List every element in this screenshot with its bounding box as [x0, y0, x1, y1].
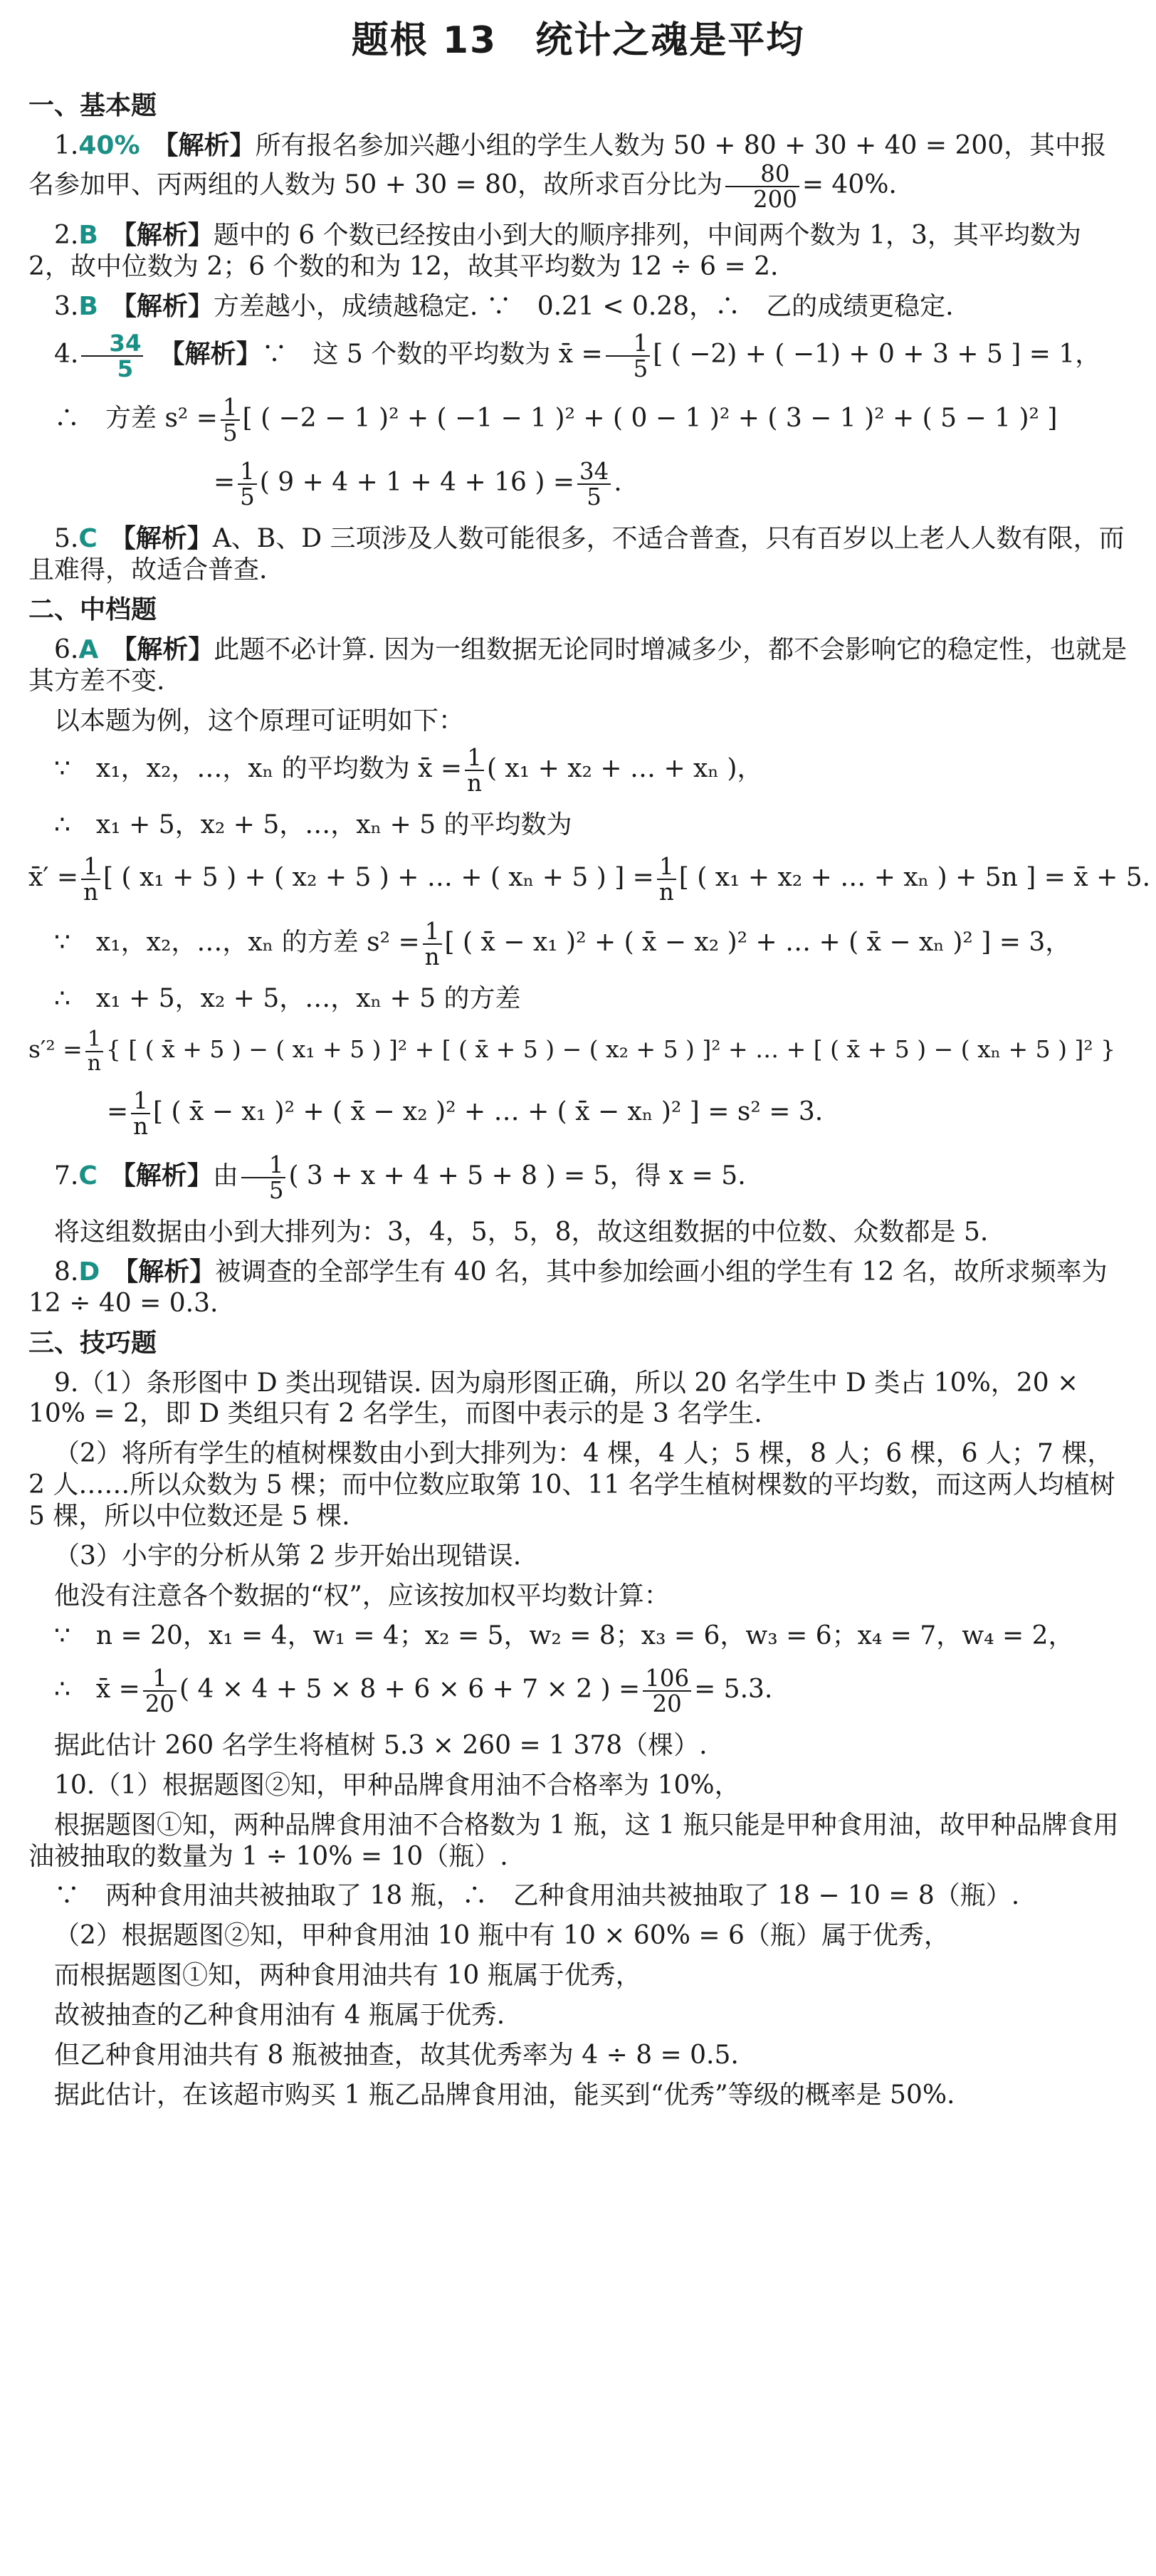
q10-line5: 而根据题图①知，两种食用油共有 10 瓶属于优秀，: [54, 1961, 641, 1991]
q10-line4: （2）根据题图②知，甲种食用油 10 瓶中有 10 × 60% = 6（瓶）属于优秀，: [54, 1921, 950, 1951]
analysis-tag: 【解析】: [172, 340, 262, 370]
analysis-tag: 【解析】: [124, 634, 214, 664]
section-skill: 三、技巧题: [28, 1328, 157, 1358]
page-title: 题根 13 统计之魂是平均: [351, 19, 805, 62]
q8: 8.D 【解析】被调查的全部学生有 40 名，其中参加绘画小组的学生有 12 名，故所求频率为 12 ÷ 40 = 0.3.: [28, 1257, 1108, 1318]
answer-label: C: [78, 524, 98, 554]
q10-line6: 故被抽查的乙种食用油有 4 瓶属于优秀.: [54, 2001, 505, 2031]
analysis-tag: 【解析】: [123, 292, 214, 322]
answer-label: D: [78, 1257, 100, 1287]
q6-line2: ∴ x₁ + 5，x₂ + 5，…，xₙ + 5 的平均数为: [54, 810, 572, 839]
answer-label: C: [78, 1161, 98, 1190]
q6-line1: ∵ x₁，x₂，…，xₙ 的平均数为 x̄ = $\frac{1}{n}$ ( x₁ + x₂ + … + xₙ )，: [54, 743, 763, 797]
q5: 5.C 【解析】A、B、D 三项涉及人数可能很多，不适合普查，只有百岁以上老人人数有限，而且难得，故适合普查.: [28, 524, 1125, 585]
q10-line2: 根据题图①知，两种品牌食用油不合格数为 1 瓶，这 1 瓶只能是甲种食用油，故甲种品牌食用油被抽取的数量为 1 ÷ 10% = 10（瓶）.: [28, 1810, 1119, 1871]
q6-line3: x̄′ = $\frac{1}{n}$ [ ( x₁ + 5 ) + ( x₂ + 5 ) + … + ( xₙ + 5 ) ] = $\frac{1}{n}$ [ ( x₁ + x₂ + … + xₙ ) + 5n ] = x̄ + 5.: [28, 853, 1151, 906]
q2: 2.B 【解析】题中的 6 个数已经按由小到大的顺序排列，中间两个数为 1，3，其平均数为 2，故中位数为 2；6 个数的和为 12，故其平均数为 12 ÷ 6 = 2.: [28, 221, 1081, 282]
q4-line3: = $\frac{1}{5}$ ( 9 + 4 + 1 + 4 + 16 ) = $\frac{34}{5}$ .: [214, 458, 622, 511]
answer-label: 40%: [78, 131, 140, 161]
q10-line1: 10.（1）根据题图②知，甲种品牌食用油不合格率为 10%，: [54, 1770, 740, 1800]
q7-line2: 将这组数据由小到大排列为：3，4，5，5，8，故这组数据的中位数、众数都是 5.: [54, 1217, 989, 1247]
q6: 6.A 【解析】此题不必计算. 因为一组数据无论同时增减多少，都不会影响它的稳定性，也就是其方差不变.: [28, 634, 1128, 696]
q10-line8: 据此估计，在该超市购买 1 瓶乙品牌食用油，能买到“优秀”等级的概率是 50%.: [54, 2080, 955, 2110]
fraction: $\frac{80}{200}$: [725, 162, 799, 211]
q9-mean: ∴ x̄ = $\frac{1}{20}$ ( 4 × 4 + 5 × 8 + 6 × 6 + 7 × 2 ) = $\frac{106}{20}$ = 5.3.: [54, 1664, 773, 1717]
q6-line5: ∴ x₁ + 5，x₂ + 5，…，xₙ + 5 的方差: [54, 983, 521, 1013]
q9-given: ∵ n = 20，x₁ = 4，w₁ = 4；x₂ = 5，w₂ = 8；x₃ = 6，w₃ = 6；x₄ = 7，w₄ = 2，: [54, 1621, 1074, 1650]
q9-part2: （2）将所有学生的植树棵数由小到大排列为：4 棵，4 人；5 棵，8 人；6 棵，6 人；7 棵，2 人……所以众数为 5 棵；而中位数应取第 10、11 名学生植树棵数的平均数，而这两人均植树 5 棵，所以中位数还是 5 棵.: [28, 1439, 1115, 1532]
q9-estimate: 据此估计 260 名学生将植树 5.3 × 260 = 1 378（棵）.: [54, 1730, 708, 1760]
q1: 1.40% 【解析】所有报名参加兴趣小组的学生人数为 50 + 80 + 30 + 40 = 200，其中报名参加甲、丙两组的人数为 50 + 30 = 80，故所求百分比为 $\frac{80}{200}$ = 40%.: [28, 131, 1107, 214]
q9-part1: 9.（1）条形图中 D 类出现错误. 因为扇形图正确，所以 20 名学生中 D 类占 10%，20 × 10% = 2，即 D 类组只有 2 名学生，而图中表示的是 3 名学生.: [28, 1368, 1079, 1429]
q6-line6: s′² = $\frac{1}{n}$ { [ ( x̄ + 5 ) − ( x₁ + 5 ) ]² + [ ( x̄ + 5 ) − ( x₂ + 5 ) ]² + … + [ ( x̄ + 5 ) − ( xₙ + 5 ) ]² }: [28, 1027, 1116, 1076]
q6-line7: = $\frac{1}{n}$ [ ( x̄ − x₁ )² + ( x̄ − x₂ )² + … + ( x̄ − xₙ )² ] = s² = 3.: [107, 1087, 824, 1140]
q4-line2: ∴ 方差 s² = $\frac{1}{5}$ [ ( −2 − 1 )² + ( −1 − 1 )² + ( 0 − 1 )² + ( 3 − 1 )² + ( 5 − 1 )² ]: [54, 394, 1058, 447]
q10-line3: ∵ 两种食用油共被抽取了 18 瓶，∴ 乙种食用油共被抽取了 18 − 10 = 8（瓶）.: [54, 1881, 1020, 1911]
answer-fraction: $\frac{34}{5}$: [81, 331, 143, 381]
analysis-tag: 【解析】: [125, 1257, 216, 1287]
q7-line1: 7.C 【解析】由 $\frac{1}{5}$ ( 3 + x + 4 + 5 + 8 ) = 5，得 x = 5.: [54, 1151, 746, 1204]
answer-label: A: [78, 634, 99, 664]
q9-weight-note: 他没有注意各个数据的“权”，应该按加权平均数计算：: [54, 1581, 670, 1611]
section-basic: 一、基本题: [28, 91, 157, 121]
analysis-tag: 【解析】: [122, 524, 213, 554]
q10-line7: 但乙种食用油共有 8 瓶被抽查，故其优秀率为 4 ÷ 8 = 0.5.: [54, 2041, 739, 2070]
analysis-tag: 【解析】: [122, 1161, 213, 1190]
answer-label: B: [78, 221, 98, 251]
q9-part3: （3）小宇的分析从第 2 步开始出现错误.: [54, 1541, 522, 1571]
answer-label: B: [78, 292, 98, 322]
q6-line4: ∵ x₁，x₂，…，xₙ 的方差 s² = $\frac{1}{n}$ [ ( x̄ − x₁ )² + ( x̄ − x₂ )² + … + ( x̄ − xₙ )² ] = 3，: [54, 917, 1071, 970]
q6-intro: 以本题为例，这个原理可证明如下：: [54, 706, 465, 735]
q4-line1: 4. $\frac{34}{5}$ 【解析】∵ 这 5 个数的平均数为 x̄ = $\frac{1}{5}$ [ ( −2) + ( −1) + 0 + 3 + 5 ] = 1，: [54, 330, 1101, 383]
analysis-tag: 【解析】: [165, 131, 256, 161]
analysis-tag: 【解析】: [123, 221, 214, 251]
section-mid: 二、中档题: [28, 595, 157, 624]
q3: 3.B 【解析】方差越小，成绩越稳定. ∵ 0.21 < 0.28，∴ 乙的成绩更稳定.: [54, 292, 954, 322]
